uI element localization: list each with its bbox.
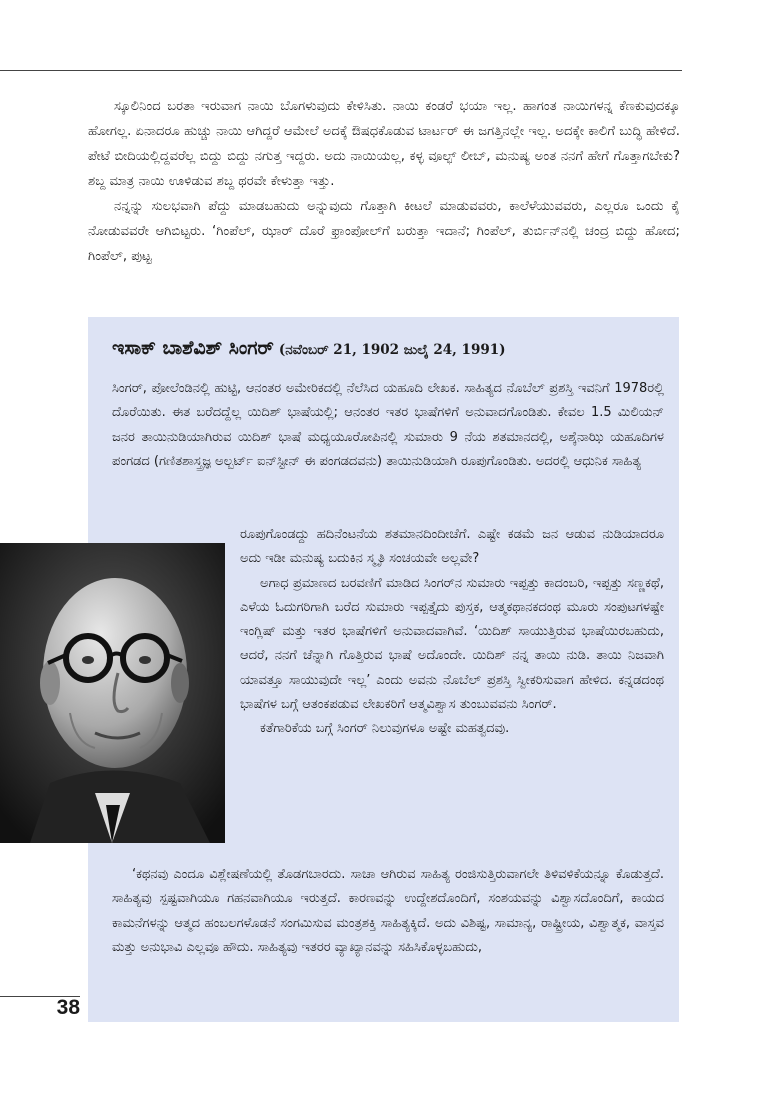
sidebar-text-bottom <box>112 863 664 960</box>
sidebar-text-middle <box>240 523 664 742</box>
top-rule <box>0 70 682 71</box>
body-paragraph: ನನ್ನನ್ನು ಸುಲಭವಾಗಿ ಪೆದ್ದು ಮಾಡಬಹುದು ಅನ್ನುವುದು ಗೊತ್ತಾಗಿ ಕೀಟಲೆ ಮಾಡುವವರು, ಕಾಲೆಳೆಯುವವರು, ಎಲ್ಲರೂ ಒಂದು ಕೈ ನೋಡುವವರೇ ಆಗಿಬಿಟ್ಟರು. ‘ಗಿಂಪೆಲ್, ಝಾರ್ ದೊರೆ ಫ್ರಾಂಪೋಲ್‌ಗೆ ಬರುತ್ತಾ ಇದಾನೆ; ಗಿಂಪೆಲ್, ತುರ್ಬಿನ್‌ನಲ್ಲಿ ಚಂದ್ರ ಬಿದ್ದು ಹೋದ; ಗಿಂಪೆಲ್, ಪುಟ್ಟ <box>88 199 680 264</box>
author-dates: (ನವೆಂಬರ್ 21, 1902 ಜುಲೈ 24, 1991) <box>278 342 506 358</box>
sidebar-heading <box>112 337 672 359</box>
author-photo <box>0 543 225 843</box>
author-name: ಇಸಾಕ್ ಬಾಶೆವಿಶ್ ಸಿಂಗರ್ <box>112 337 274 359</box>
sidebar-paragraph: ರೂಪುಗೊಂಡದ್ದು ಹದಿನೆಂಟನೆಯ ಶತಮಾನದಿಂದೀಚೆಗೆ. ಎಷ್ಟೇ ಕಡಮೆ ಜನ ಆಡುವ ನುಡಿಯಾದರೂ ಅದು ಇಡೀ ಮನುಷ್ಯ ಬದುಕಿನ ಸ್ಮೃತಿ ಸಂಚಯವೇ ಅಲ್ಲವೇ? <box>240 527 664 567</box>
portrait-icon <box>0 543 225 843</box>
page-number: 38 <box>56 996 80 1019</box>
sidebar-text-top <box>112 377 664 474</box>
sidebar-paragraph: ಕತೆಗಾರಿಕೆಯ ಬಗ್ಗೆ ಸಿಂಗರ್ ನಿಲುವುಗಳೂ ಅಷ್ಟೇ ಮಹತ್ವದವು. <box>260 721 510 737</box>
sidebar-paragraph: ‘ಕಥನವು ಎಂದೂ ವಿಶ್ಲೇಷಣೆಯಲ್ಲಿ ತೊಡಗಬಾರದು. ಸಾಚಾ ಆಗಿರುವ ಸಾಹಿತ್ಯ ರಂಜಿಸುತ್ತಿರುವಾಗಲೇ ತಿಳಿವಳಿಕೆಯನ್ನೂ ಕೊಡುತ್ತದೆ. ಸಾಹಿತ್ಯವು ಸ್ಪಷ್ಟವಾಗಿಯೂ ಗಹನವಾಗಿಯೂ ಇರುತ್ತದೆ. ಕಾರಣವನ್ನು ಉದ್ದೇಶದೊಂದಿಗೆ, ಸಂಶಯವನ್ನು ವಿಶ್ವಾಸದೊಂದಿಗೆ, ಕಾಯದ ಕಾಮನೆಗಳನ್ನು ಆತ್ಮದ ಹಂಬಲಗಳೊಡನೆ ಸಂಗಮಿಸುವ ಮಂತ್ರಶಕ್ತಿ ಸಾಹಿತ್ಯಕ್ಕಿದೆ. ಅದು ವಿಶಿಷ್ಟ, ಸಾಮಾನ್ಯ, ರಾಷ್ಟ್ರೀಯ, ವಿಶ್ವಾತ್ಮಕ, ವಾಸ್ತವ ಮತ್ತು ಅನುಭಾವಿ ಎಲ್ಲವೂ ಹೌದು. ಸಾಹಿತ್ಯವು ಇತರರ ವ್ಯಾಖ್ಯಾನವನ್ನು ಸಹಿಸಿಕೊಳ್ಳಬಹುದು, <box>112 867 664 955</box>
body-paragraph: ಸ್ಕೂಲಿನಿಂದ ಬರತಾ ಇರುವಾಗ ನಾಯಿ ಬೊಗಳುವುದು ಕೇಳಿಸಿತು. ನಾಯಿ ಕಂಡರೆ ಭಯಾ ಇಲ್ಲ. ಹಾಗಂತ ನಾಯಿಗಳನ್ನ ಕೆಣಕುವುದಕ್ಕೂ ಹೋಗಲ್ಲ. ಏನಾದರೂ ಹುಚ್ಚು ನಾಯಿ ಆಗಿದ್ದರೆ ಆಮೇಲೆ ಅದಕ್ಕೆ ಔಷಧಕೊಡುವ ಟಾರ್ಟರ್ ಈ ಜಗತ್ತಿನಲ್ಲೇ ಇಲ್ಲ. ಅದಕ್ಕೇ ಕಾಲಿಗೆ ಬುದ್ಧಿ ಹೇಳಿದೆ. ಪೇಟೆ ಬೀದಿಯಲ್ಲಿದ್ದವರೆಲ್ಲ ಬಿದ್ದು ಬಿದ್ದು ನಗುತ್ತ ಇದ್ದರು. ಅದು ನಾಯಿಯಲ್ಲ, ಕಳ್ಳ ವೂಲ್ಫ್ ಲೀಬ್, ಮನುಷ್ಯ ಅಂತ ನನಗೆ ಹೇಗೆ ಗೊತ್ತಾಗಬೇಕು? ಶಬ್ದ ಮಾತ್ರ ನಾಯಿ ಊಳಿಡುವ ಶಬ್ದ ಥರವೇ ಕೇಳುತ್ತಾ ಇತ್ತು. <box>88 99 680 189</box>
sidebar-paragraph: ಅಗಾಧ ಪ್ರಮಾಣದ ಬರವಣಿಗೆ ಮಾಡಿದ ಸಿಂಗರ್‌ನ ಸುಮಾರು ಇಪ್ಪತ್ತು ಕಾದಂಬರಿ, ಇಪ್ಪತ್ತು ಸಣ್ಣಕಥೆ, ಎಳೆಯ ಓದುಗರಿಗಾಗಿ ಬರೆದ ಸುಮಾರು ಇಪ್ಪತ್ತೈದು ಪುಸ್ತಕ, ಆತ್ಮಕಥಾನಕದಂಥ ಮೂರು ಸಂಪುಟಗಳಷ್ಟೇ ಇಂಗ್ಲಿಷ್ ಮತ್ತು ಇತರ ಭಾಷೆಗಳಿಗೆ ಅನುವಾದವಾಗಿವೆ. ‘ಯಿದಿಶ್ ಸಾಯುತ್ತಿರುವ ಭಾಷೆಯಿರಬಹುದು, ಆದರೆ, ನನಗೆ ಚೆನ್ನಾಗಿ ಗೊತ್ತಿರುವ ಭಾಷೆ ಅದೊಂದೇ. ಯಿದಿಶ್ ನನ್ನ ತಾಯಿ ನುಡಿ. ತಾಯಿ ನಿಜವಾಗಿ ಯಾವತ್ತೂ ಸಾಯುವುದೇ ಇಲ್ಲ’ ಎಂದು ಅವನು ನೊಬೆಲ್ ಪ್ರಶಸ್ತಿ ಸ್ವೀಕರಿಸುವಾಗ ಹೇಳಿದ. ಕನ್ನಡದಂಥ ಭಾಷೆಗಳ ಬಗ್ಗೆ ಆತಂಕಪಡುವ ಲೇಖಕರಿಗೆ ಆತ್ಮವಿಶ್ವಾಸ ತುಂಬುವವನು ಸಿಂಗರ್. <box>240 575 664 713</box>
sidebar-paragraph: ಸಿಂಗರ್, ಪೋಲೆಂಡಿನಲ್ಲಿ ಹುಟ್ಟಿ, ಆನಂತರ ಅಮೇರಿಕದಲ್ಲಿ ನೆಲೆಸಿದ ಯಹೂದಿ ಲೇಖಕ. ಸಾಹಿತ್ಯದ ನೊಬೆಲ್ ಪ್ರಶಸ್ತಿ ಇವನಿಗೆ 1978ರಲ್ಲಿ ದೊರೆಯಿತು. ಈತ ಬರೆದದ್ದೆಲ್ಲ ಯಿದಿಶ್ ಭಾಷೆಯಲ್ಲಿ; ಆನಂತರ ಇತರ ಭಾಷೆಗಳಿಗೆ ಅನುವಾದಗೊಂಡಿತು. ಕೇವಲ 1.5 ಮಿಲಿಯನ್ ಜನರ ತಾಯಿನುಡಿಯಾಗಿರುವ ಯಿದಿಶ್ ಭಾಷೆ ಮಧ್ಯಯೂರೋಪಿನಲ್ಲಿ ಸುಮಾರು 9 ನೆಯ ಶತಮಾನದಲ್ಲಿ, ಅಶ್ಕೆನಾಝಿ ಯಹೂದಿಗಳ ಪಂಗಡದ (ಗಣಿತಶಾಸ್ತ್ರಜ್ಞ ಅಲ್ಬರ್ಟ್ ಐನ್‌ಸ್ಟೀನ್ ಈ ಪಂಗಡದವನು) ತಾಯಿನುಡಿಯಾಗಿ ರೂಪುಗೊಂಡಿತು. ಅದರಲ್ಲಿ ಆಧುನಿಕ ಸಾಹಿತ್ಯ <box>112 381 664 469</box>
body-text <box>88 94 680 269</box>
